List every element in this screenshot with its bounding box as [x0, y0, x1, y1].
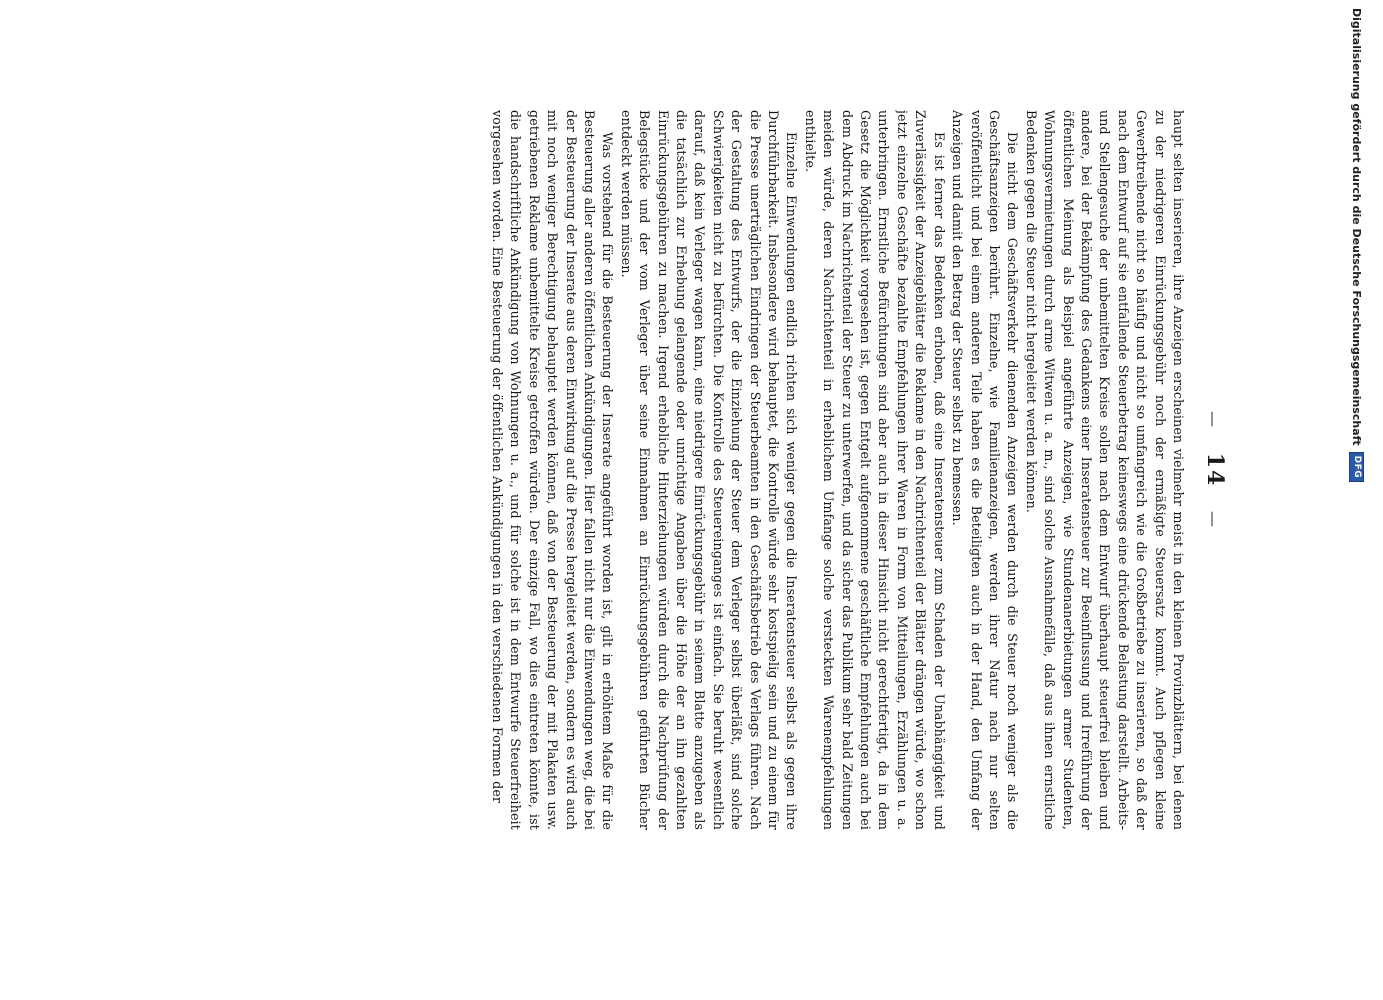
credit-text: Digitalisierung gefördert durch die Deutsche Forschungsgemeinschaft	[1350, 8, 1364, 446]
digitization-credit-text	[1349, 8, 1364, 482]
page-content	[145, 110, 1235, 830]
page-number: 14	[1202, 452, 1228, 488]
page-header	[1195, 110, 1235, 830]
body-text	[147, 110, 1187, 830]
digitization-credit	[1350, 8, 1375, 788]
paragraph: haupt selten inserieren, ihre Anzeigen erscheinen vielmehr meist in den kleinen Provinzblättern, bei denen zu der niedrigeren Einrückungsgebühr noch der ermäßigte Steuersatz kommt. Auch pflegen kleine Gewerbtreibende nicht so häufig und nicht so umfangreich wie die Großbetriebe zu inserieren, so daß der nach dem Entwurf auf sie entfallende Steuerbetrag keineswegs eine drückende Belastung darstellt. Arbeits- und Stellengesuche der unbemittelten Kreise sollen nach dem Entwurf überhaupt steuerfrei bleiben und andere, bei der Bekämpfung des Gedankens einer Inseratensteuer zur Beeinflussung und Irreführung der öffentlichen Meinung als Beispiel angeführte Anzeigen, wie Stundenanerbietungen armer Studenten, Wohnungsvermietungen durch arme Witwen u. a. m., sind solche Ausnahmefälle, daß aus ihnen ernstliche Bedenken gegen die Steuer nicht hergeleitet werden können.	[1023, 110, 1186, 830]
rotated-page-content	[145, 110, 1235, 830]
dfg-logo: DFG	[1349, 452, 1364, 483]
paragraph: Die nicht dem Geschäftsverkehr dienenden Anzeigen werden durch die Steuer noch weniger als die Geschäftsanzeigen berührt. Einzelne, wie Familienanzeigen, werden ihrer Natur nach nur selten veröffentlicht und bei einem anderen Teile haben es die Beteiligten auch in der Hand, den Umfang der Anzeigen und damit den Betrag der Steuer selbst zu bemessen.	[950, 110, 1021, 830]
header-dash-left: —	[1204, 411, 1223, 430]
paragraph: Einzelne Einwendungen endlich richten sich weniger gegen die Inseratensteuer selbst als gegen ihre Durchführbarkeit. Insbesondere wird behauptet, die Kontrolle würde sehr kostspielig sein und zu einem für die Presse unerträglichen Eindringen der Steuerbeamten in den Geschäftsbetrieb des Verlags führen. Nach der Gestaltung des Entwurfs, der die Einziehung der Steuer dem Verleger selbst überläßt, sind solche Schwierigkeiten nicht zu befürchten. Die Kontrolle des Steuereinganges ist einfach. Sie beruht wesentlich darauf, daß kein Verleger wagen kann, eine niedrigere Einrückungsgebühr in seinem Blatte anzugeben als die tatsächlich zur Erhebung gelangende oder unrichtige Angaben über die Höhe der an ihn gezahlten Einrückungsgebühren zu machen. Irgend erhebliche Hinterziehungen würden durch die Nachprüfung der Belegstücke und der vom Verleger über seine Einnahmen an Einrückungsgebühren geführten Bücher entdeckt werden müssen.	[618, 110, 800, 830]
paragraph: Was vorstehend für die Besteuerung der Inserate angeführt worden ist, gilt in erhöhtem Maße für die Besteuerung aller anderen öffentlichen Ankündigungen. Hier fallen nicht nur die Einwendungen weg, die bei der Besteuerung der Inserate aus deren Einwirkung auf die Presse hergeleitet werden, sondern es wird auch mit noch weniger Berechtigung behauptet werden können, daß von der Besteuerung der mit Plakaten usw. getriebenen Reklame unbemittelte Kreise getroffen würden. Der einzige Fall, wo dies eintreten könnte, ist die handschriftliche Ankündigung von Wohnungen u. a., und für solche ist in dem Entwurfe Steuerfreiheit vorgesehen worden. Eine Besteuerung der öffentlichen Ankündigungen in den verschiedenen Formen der	[489, 110, 616, 830]
header-dash-right: —	[1204, 510, 1223, 529]
paragraph: Es ist ferner das Bedenken erhoben, daß eine Inseratensteuer zum Schaden der Unabhängigkeit und Zuverlässigkeit der Anzeigeblätter die Reklame in den Nachrichtenteil der Blätter drängen würde, wo schon jetzt einzelne Geschäfte bezahlte Empfehlungen ihrer Waren in Form von Mitteilungen, Erzählungen u. a. unterbringen. Ernstliche Befürchtungen sind aber auch in dieser Hinsicht nicht gerechtfertigt, da in dem Gesetz die Möglichkeit vorgesehen ist, gegen Entgelt aufgenommene geschäftliche Empfehlungen auch bei dem Abdruck im Nachrichtenteil der Steuer zu unterwerfen, und da sicher das Publikum sehr bald Zeitungen meiden würde, deren Nachrichtenteil in erheblichem Umfange solche versteckten Warenempfehlungen enthielte.	[802, 110, 947, 830]
